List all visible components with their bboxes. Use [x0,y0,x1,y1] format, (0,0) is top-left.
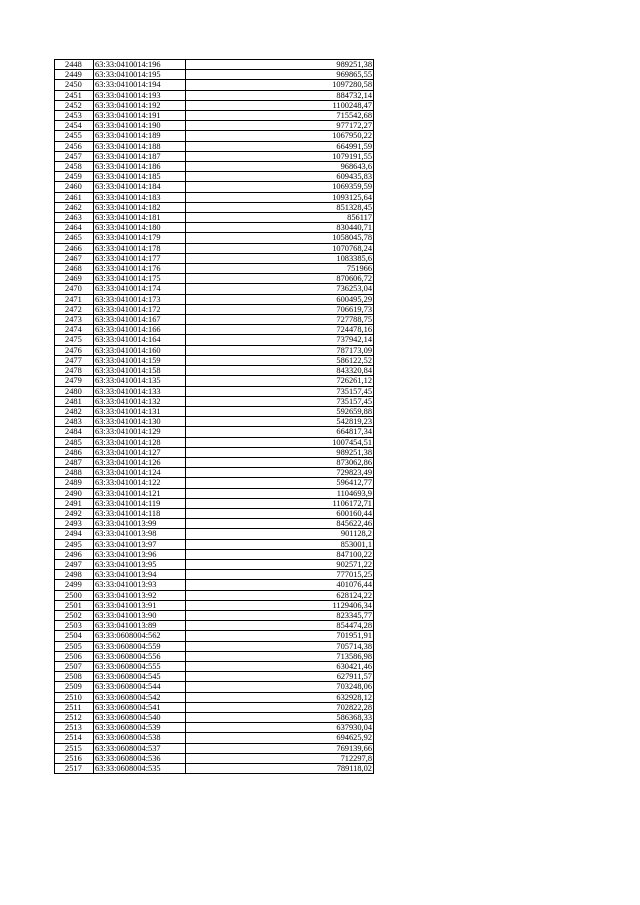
row-number: 2468 [55,264,94,274]
cadastral-number: 63:33:0608004:544 [94,682,186,692]
table-row [55,702,374,712]
table-row [55,264,374,274]
table-row [55,274,374,284]
row-number: 2490 [55,488,94,498]
cadastral-number: 63:33:0608004:536 [94,753,186,763]
cadastral-number: 63:33:0410014:181 [94,213,186,223]
cadastral-number: 63:33:0608004:555 [94,661,186,671]
cadastral-number: 63:33:0410013:95 [94,559,186,569]
cadastral-value: 751966 [186,264,374,274]
table-row [55,304,374,314]
cadastral-value: 769139,66 [186,743,374,753]
cadastral-number: 63:33:0410014:130 [94,417,186,427]
cadastral-number: 63:33:0608004:556 [94,651,186,661]
cadastral-number: 63:33:0608004:539 [94,723,186,733]
row-number: 2476 [55,345,94,355]
cadastral-value: 715542,68 [186,111,374,121]
table-row [55,60,374,70]
cadastral-value: 1083385,6 [186,253,374,263]
cadastral-number: 63:33:0410013:92 [94,590,186,600]
table-row [55,233,374,243]
row-number: 2497 [55,559,94,569]
cadastral-value: 600160,44 [186,508,374,518]
row-number: 2463 [55,213,94,223]
cadastral-value: 823345,77 [186,610,374,620]
row-number: 2460 [55,182,94,192]
table-row [55,294,374,304]
row-number: 2467 [55,253,94,263]
table-row [55,366,374,376]
row-number: 2505 [55,641,94,651]
row-number: 2475 [55,335,94,345]
cadastral-value: 789118,02 [186,764,374,774]
cadastral-value: 977172,27 [186,121,374,131]
cadastral-value: 592659,88 [186,406,374,416]
table-row [55,284,374,294]
row-number: 2459 [55,172,94,182]
table-row [55,733,374,743]
cadastral-number: 63:33:0410014:158 [94,366,186,376]
row-number: 2456 [55,141,94,151]
cadastral-value: 853001,1 [186,539,374,549]
cadastral-value: 727788,75 [186,315,374,325]
cadastral-number: 63:33:0608004:545 [94,672,186,682]
table-row [55,335,374,345]
cadastral-value: 726261,12 [186,376,374,386]
cadastral-value: 735157,45 [186,396,374,406]
cadastral-value: 989251,38 [186,447,374,457]
table-row [55,437,374,447]
row-number: 2483 [55,417,94,427]
cadastral-number: 63:33:0410014:196 [94,60,186,70]
table-row [55,192,374,202]
cadastral-value: 694625,92 [186,733,374,743]
table-row [55,447,374,457]
row-number: 2466 [55,243,94,253]
cadastral-value: 664817,34 [186,427,374,437]
cadastral-value: 724478,16 [186,325,374,335]
cadastral-number: 63:33:0410014:190 [94,121,186,131]
cadastral-number: 63:33:0608004:541 [94,702,186,712]
cadastral-value: 705714,38 [186,641,374,651]
cadastral-number: 63:33:0410014:195 [94,70,186,80]
row-number: 2502 [55,610,94,620]
table-row [55,151,374,161]
cadastral-value: 845622,46 [186,519,374,529]
table-row [55,253,374,263]
row-number: 2512 [55,713,94,723]
table-row [55,345,374,355]
cadastral-value: 701951,91 [186,631,374,641]
cadastral-value: 1104693,9 [186,488,374,498]
cadastral-value: 542819,23 [186,417,374,427]
cadastral-value: 586122,52 [186,355,374,365]
row-number: 2491 [55,498,94,508]
row-number: 2501 [55,600,94,610]
cadastral-number: 63:33:0410013:98 [94,529,186,539]
cadastral-value: 884732,14 [186,90,374,100]
table-row [55,80,374,90]
cadastral-value: 1067950,22 [186,131,374,141]
row-number: 2458 [55,162,94,172]
row-number: 2462 [55,202,94,212]
table-row [55,713,374,723]
cadastral-number: 63:33:0608004:559 [94,641,186,651]
table-row [55,213,374,223]
cadastral-value: 1093125,64 [186,192,374,202]
cadastral-value: 1007454,51 [186,437,374,447]
row-number: 2513 [55,723,94,733]
table-row [55,417,374,427]
cadastral-value: 856117 [186,213,374,223]
cadastral-value: 703248,06 [186,682,374,692]
row-number: 2495 [55,539,94,549]
row-number: 2494 [55,529,94,539]
cadastral-value: 969865,55 [186,70,374,80]
row-number: 2504 [55,631,94,641]
table-row [55,764,374,774]
cadastral-value: 787173,09 [186,345,374,355]
cadastral-value: 401076,44 [186,580,374,590]
cadastral-number: 63:33:0410013:89 [94,621,186,631]
cadastral-value: 596412,77 [186,478,374,488]
table-row [55,70,374,80]
cadastral-value: 712297,8 [186,753,374,763]
table-row [55,580,374,590]
cadastral-number: 63:33:0410014:167 [94,315,186,325]
cadastral-value: 737942,14 [186,335,374,345]
table-row [55,468,374,478]
row-number: 2457 [55,151,94,161]
table-row [55,386,374,396]
table-row [55,488,374,498]
cadastral-number: 63:33:0410014:183 [94,192,186,202]
row-number: 2482 [55,406,94,416]
cadastral-number: 63:33:0410014:179 [94,233,186,243]
cadastral-number: 63:33:0410014:173 [94,294,186,304]
table-row [55,243,374,253]
table-row [55,182,374,192]
cadastral-value: 632928,12 [186,692,374,702]
table-row [55,172,374,182]
cadastral-value: 843320,84 [186,366,374,376]
cadastral-value: 702822,28 [186,702,374,712]
cadastral-number: 63:33:0410014:131 [94,406,186,416]
cadastral-number: 63:33:0410014:172 [94,304,186,314]
cadastral-number: 63:33:0410014:176 [94,264,186,274]
table-row [55,661,374,671]
table-row [55,600,374,610]
cadastral-number: 63:33:0410014:160 [94,345,186,355]
table-body [55,60,374,774]
cadastral-value: 1070768,24 [186,243,374,253]
cadastral-number: 63:33:0410014:124 [94,468,186,478]
cadastral-number: 63:33:0410014:132 [94,396,186,406]
cadastral-number: 63:33:0410014:192 [94,100,186,110]
cadastral-number: 63:33:0608004:540 [94,713,186,723]
cadastral-value: 586368,33 [186,713,374,723]
table-row [55,549,374,559]
table-row [55,672,374,682]
cadastral-value: 851328,45 [186,202,374,212]
cadastral-value: 873062,86 [186,457,374,467]
table-row [55,121,374,131]
row-number: 2498 [55,570,94,580]
table-row [55,610,374,620]
row-number: 2514 [55,733,94,743]
table-row [55,325,374,335]
table-row [55,427,374,437]
row-number: 2451 [55,90,94,100]
table-row [55,641,374,651]
cadastral-value: 713586,98 [186,651,374,661]
row-number: 2509 [55,682,94,692]
table-row [55,141,374,151]
table-row [55,723,374,733]
cadastral-value: 777015,25 [186,570,374,580]
table-row [55,457,374,467]
cadastral-number: 63:33:0410014:126 [94,457,186,467]
table-row [55,682,374,692]
cadastral-value: 630421,46 [186,661,374,671]
cadastral-number: 63:33:0608004:538 [94,733,186,743]
row-number: 2450 [55,80,94,90]
cadastral-value: 1106172,71 [186,498,374,508]
row-number: 2471 [55,294,94,304]
row-number: 2465 [55,233,94,243]
cadastral-number: 63:33:0410014:182 [94,202,186,212]
cadastral-number: 63:33:0410014:128 [94,437,186,447]
cadastral-value: 706619,73 [186,304,374,314]
cadastral-number: 63:33:0410014:174 [94,284,186,294]
row-number: 2515 [55,743,94,753]
cadastral-value: 729823,49 [186,468,374,478]
cadastral-value: 736253,04 [186,284,374,294]
row-number: 2472 [55,304,94,314]
cadastral-value: 968643,6 [186,162,374,172]
cadastral-number: 63:33:0608004:542 [94,692,186,702]
cadastral-number: 63:33:0410014:191 [94,111,186,121]
cadastral-number: 63:33:0410014:159 [94,355,186,365]
row-number: 2517 [55,764,94,774]
table-row [55,529,374,539]
cadastral-number: 63:33:0608004:535 [94,764,186,774]
cadastral-value: 1069359,59 [186,182,374,192]
cadastral-number: 63:33:0410013:90 [94,610,186,620]
row-number: 2453 [55,111,94,121]
table-row [55,162,374,172]
cadastral-number: 63:33:0410014:175 [94,274,186,284]
row-number: 2488 [55,468,94,478]
cadastral-value: 600495,29 [186,294,374,304]
row-number: 2510 [55,692,94,702]
cadastral-number: 63:33:0410013:91 [94,600,186,610]
table-row [55,396,374,406]
cadastral-number: 63:33:0410014:127 [94,447,186,457]
cadastral-value: 1129406,34 [186,600,374,610]
cadastral-number: 63:33:0410014:184 [94,182,186,192]
row-number: 2499 [55,580,94,590]
cadastral-number: 63:33:0410013:93 [94,580,186,590]
cadastral-number: 63:33:0410014:194 [94,80,186,90]
cadastral-value-table [54,59,374,774]
cadastral-value: 854474,28 [186,621,374,631]
row-number: 2486 [55,447,94,457]
cadastral-value: 1100248,47 [186,100,374,110]
row-number: 2448 [55,60,94,70]
row-number: 2449 [55,70,94,80]
table-row [55,376,374,386]
table-row [55,498,374,508]
row-number: 2481 [55,396,94,406]
row-number: 2477 [55,355,94,365]
table-row [55,519,374,529]
table-row [55,590,374,600]
table-row [55,90,374,100]
row-number: 2496 [55,549,94,559]
table-row [55,406,374,416]
table-row [55,355,374,365]
cadastral-number: 63:33:0608004:537 [94,743,186,753]
cadastral-value: 901128,2 [186,529,374,539]
cadastral-value: 870606,72 [186,274,374,284]
table-row [55,478,374,488]
row-number: 2485 [55,437,94,447]
cadastral-number: 63:33:0608004:562 [94,631,186,641]
cadastral-value: 989251,38 [186,60,374,70]
table-row [55,559,374,569]
cadastral-number: 63:33:0410014:133 [94,386,186,396]
cadastral-number: 63:33:0410014:186 [94,162,186,172]
cadastral-number: 63:33:0410013:99 [94,519,186,529]
cadastral-number: 63:33:0410014:121 [94,488,186,498]
table-row [55,100,374,110]
cadastral-value: 628124,22 [186,590,374,600]
table-row [55,631,374,641]
row-number: 2500 [55,590,94,600]
cadastral-number: 63:33:0410014:118 [94,508,186,518]
cadastral-value: 664991,59 [186,141,374,151]
table-row [55,131,374,141]
table-row [55,202,374,212]
cadastral-value: 830440,71 [186,223,374,233]
table-row [55,508,374,518]
cadastral-number: 63:33:0410013:97 [94,539,186,549]
table-row [55,315,374,325]
table-row [55,651,374,661]
row-number: 2454 [55,121,94,131]
cadastral-number: 63:33:0410014:185 [94,172,186,182]
row-number: 2452 [55,100,94,110]
cadastral-number: 63:33:0410014:187 [94,151,186,161]
cadastral-number: 63:33:0410014:180 [94,223,186,233]
cadastral-number: 63:33:0410014:189 [94,131,186,141]
row-number: 2492 [55,508,94,518]
cadastral-number: 63:33:0410014:119 [94,498,186,508]
cadastral-value: 847100,22 [186,549,374,559]
table-row [55,111,374,121]
row-number: 2479 [55,376,94,386]
table-row [55,621,374,631]
row-number: 2484 [55,427,94,437]
cadastral-number: 63:33:0410014:122 [94,478,186,488]
row-number: 2507 [55,661,94,671]
cadastral-number: 63:33:0410014:178 [94,243,186,253]
row-number: 2473 [55,315,94,325]
cadastral-value: 637930,04 [186,723,374,733]
cadastral-value: 1079191,55 [186,151,374,161]
row-number: 2511 [55,702,94,712]
row-number: 2478 [55,366,94,376]
cadastral-number: 63:33:0410014:188 [94,141,186,151]
cadastral-number: 63:33:0410014:135 [94,376,186,386]
table-row [55,692,374,702]
cadastral-value: 1058045,78 [186,233,374,243]
table-row [55,223,374,233]
row-number: 2489 [55,478,94,488]
table-row [55,753,374,763]
row-number: 2493 [55,519,94,529]
row-number: 2469 [55,274,94,284]
cadastral-number: 63:33:0410013:96 [94,549,186,559]
row-number: 2474 [55,325,94,335]
cadastral-number: 63:33:0410014:129 [94,427,186,437]
cadastral-value: 902571,22 [186,559,374,569]
row-number: 2461 [55,192,94,202]
table-row [55,743,374,753]
row-number: 2470 [55,284,94,294]
row-number: 2508 [55,672,94,682]
cadastral-number: 63:33:0410013:94 [94,570,186,580]
cadastral-value: 609435,83 [186,172,374,182]
cadastral-value: 1097280,58 [186,80,374,90]
row-number: 2487 [55,457,94,467]
table-row [55,539,374,549]
row-number: 2455 [55,131,94,141]
cadastral-number: 63:33:0410014:164 [94,335,186,345]
table-row [55,570,374,580]
row-number: 2506 [55,651,94,661]
cadastral-value: 735157,45 [186,386,374,396]
cadastral-number: 63:33:0410014:193 [94,90,186,100]
row-number: 2503 [55,621,94,631]
row-number: 2464 [55,223,94,233]
row-number: 2516 [55,753,94,763]
cadastral-number: 63:33:0410014:177 [94,253,186,263]
cadastral-value: 627911,57 [186,672,374,682]
row-number: 2480 [55,386,94,396]
cadastral-number: 63:33:0410014:166 [94,325,186,335]
